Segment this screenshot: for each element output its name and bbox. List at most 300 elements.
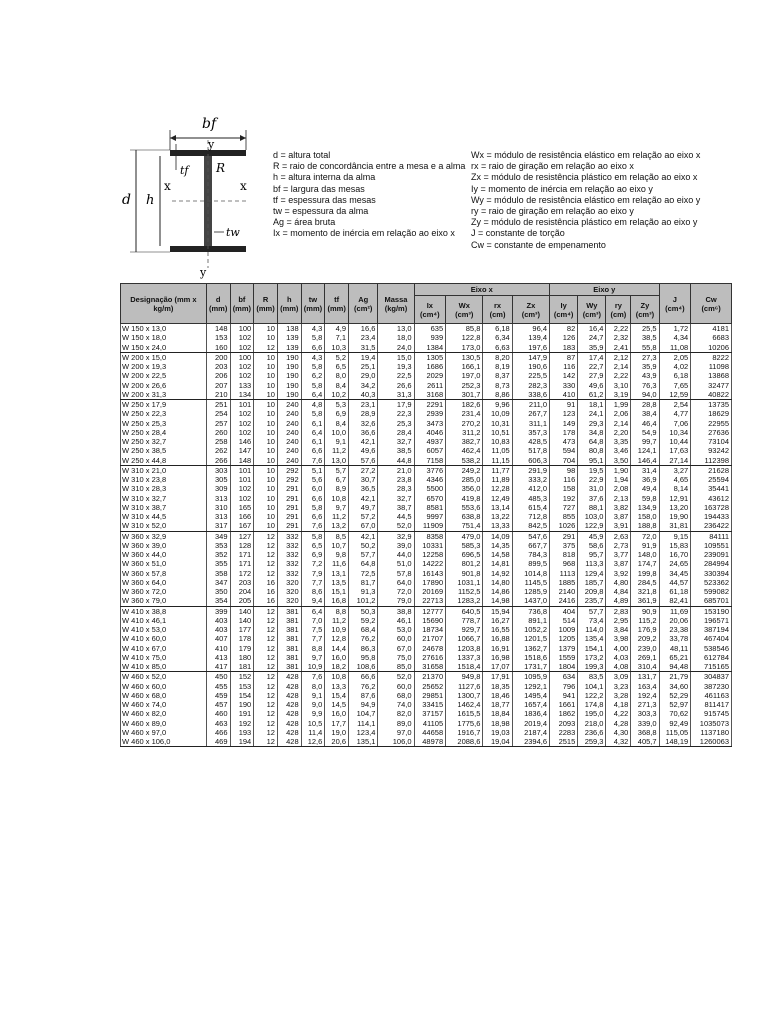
designation-cell: W 460 x 60,0: [121, 682, 207, 691]
table-cell: 1,90: [606, 465, 631, 475]
table-cell: 10: [254, 362, 278, 371]
table-cell: 8,37: [483, 371, 512, 380]
table-row: [121, 362, 732, 371]
table-cell: 128: [230, 541, 254, 550]
table-cell: 153190: [691, 606, 732, 616]
table-cell: 85,0: [378, 662, 414, 672]
table-cell: 5,2: [325, 352, 349, 362]
table-cell: 22955: [691, 419, 732, 428]
table-cell: 9,1: [325, 437, 349, 446]
table-cell: 37157: [414, 709, 446, 718]
table-cell: 101: [230, 465, 254, 475]
table-cell: 1495,4: [512, 691, 549, 700]
table-cell: 158: [550, 484, 578, 493]
table-cell: 2283: [550, 728, 578, 737]
designation-cell: W 410 x 46,1: [121, 616, 207, 625]
legend-item: d = altura total: [273, 150, 331, 160]
table-cell: 104,1: [578, 682, 606, 691]
table-cell: 3,98: [606, 634, 631, 643]
table-cell: 941: [550, 691, 578, 700]
table-cell: 8,0: [325, 371, 349, 380]
table-cell: 606,3: [512, 456, 549, 466]
table-cell: 4,84: [606, 587, 631, 596]
h-label: h: [146, 193, 155, 208]
table-cell: 23,4: [349, 333, 378, 342]
table-cell: 25,5: [631, 324, 659, 334]
table-cell: 6,6: [301, 494, 325, 503]
header-r: R (mm): [254, 284, 278, 324]
table-cell: 58,6: [578, 541, 606, 550]
table-cell: 87,6: [349, 691, 378, 700]
table-cell: 13868: [691, 371, 732, 380]
legend-item: Cw = constante de empenamento: [471, 239, 606, 250]
table-cell: 102: [230, 409, 254, 418]
table-cell: 82,0: [378, 709, 414, 718]
table-cell: 52,29: [659, 691, 691, 700]
table-cell: 18,2: [325, 662, 349, 672]
table-cell: 18,35: [483, 682, 512, 691]
table-cell: 2,08: [606, 484, 631, 493]
table-cell: 12: [254, 737, 278, 747]
table-cell: 59,8: [631, 494, 659, 503]
table-cell: 7,6: [301, 672, 325, 682]
table-cell: 33415: [414, 700, 446, 709]
table-cell: 57,6: [349, 456, 378, 466]
table-cell: 460: [206, 709, 230, 718]
table-cell: 4,18: [606, 700, 631, 709]
table-cell: 428: [277, 691, 301, 700]
table-cell: 929,7: [446, 625, 483, 634]
table-cell: 257: [206, 419, 230, 428]
table-cell: 10: [254, 409, 278, 418]
table-cell: 5500: [414, 484, 446, 493]
table-cell: 10: [254, 333, 278, 342]
table-cell: 751,4: [446, 521, 483, 531]
table-cell: 634: [550, 672, 578, 682]
table-cell: 11,77: [483, 465, 512, 475]
legend-item: rx = raio de giração em relação ao eixo x: [471, 161, 634, 172]
header-ix: Ix (cm⁴): [414, 296, 446, 324]
table-cell: 796: [550, 682, 578, 691]
table-cell: 38,4: [631, 409, 659, 418]
table-cell: 92,49: [659, 719, 691, 728]
table-cell: 12: [254, 672, 278, 682]
table-cell: 190: [230, 700, 254, 709]
table-cell: 16: [254, 587, 278, 596]
table-cell: 32,9: [378, 531, 414, 541]
table-cell: 165: [230, 503, 254, 512]
designation-cell: W 250 x 25,3: [121, 419, 207, 428]
table-cell: 192: [230, 719, 254, 728]
table-cell: 24,1: [578, 409, 606, 418]
table-cell: 2,14: [606, 419, 631, 428]
table-cell: 101: [230, 400, 254, 410]
table-cell: 10: [254, 512, 278, 521]
table-cell: 463: [206, 719, 230, 728]
table-cell: 473: [550, 437, 578, 446]
table-cell: 10,09: [483, 409, 512, 418]
table-cell: 64,8: [349, 559, 378, 568]
table-cell: 149: [550, 419, 578, 428]
table-cell: 22713: [414, 596, 446, 606]
table-cell: 49,6: [349, 446, 378, 455]
i-beam-section-diagram: [112, 100, 272, 280]
table-cell: 428,5: [512, 437, 549, 446]
table-cell: 240: [277, 446, 301, 455]
table-cell: 16,55: [483, 625, 512, 634]
table-cell: 85,8: [446, 324, 483, 334]
legend-right-column: [471, 150, 743, 251]
table-row: [121, 465, 732, 475]
table-cell: 60,0: [378, 634, 414, 643]
table-cell: 381: [277, 606, 301, 616]
table-cell: 81,7: [349, 578, 378, 587]
table-cell: 381: [277, 644, 301, 653]
table-cell: 29,0: [349, 371, 378, 380]
table-cell: 7,0: [301, 616, 325, 625]
table-cell: 203: [206, 362, 230, 371]
table-cell: 15,94: [483, 606, 512, 616]
table-cell: 26,6: [378, 381, 414, 390]
table-cell: 65,21: [659, 653, 691, 662]
table-cell: 547,6: [512, 531, 549, 541]
header-zy: Zy (cm³): [631, 296, 659, 324]
table-cell: 271,3: [631, 700, 659, 709]
designation-cell: W 310 x 21,0: [121, 465, 207, 475]
table-cell: 18,84: [483, 709, 512, 718]
designation-cell: W 460 x 52,0: [121, 672, 207, 682]
table-cell: 404: [550, 606, 578, 616]
table-cell: 8,6: [301, 587, 325, 596]
table-cell: 236,6: [578, 728, 606, 737]
table-cell: 8,8: [325, 606, 349, 616]
table-cell: 174,8: [578, 700, 606, 709]
table-cell: 36,6: [349, 428, 378, 437]
table-cell: 10206: [691, 343, 732, 353]
table-cell: 5,8: [301, 531, 325, 541]
table-cell: 25,3: [378, 419, 414, 428]
table-cell: 1862: [550, 709, 578, 718]
table-cell: 450: [206, 672, 230, 682]
table-cell: 2,32: [606, 333, 631, 342]
designation-cell: W 200 x 22,5: [121, 371, 207, 380]
table-cell: 109551: [691, 541, 732, 550]
table-cell: 20169: [414, 587, 446, 596]
table-cell: 3,91: [606, 521, 631, 531]
table-cell: 338,6: [512, 390, 549, 400]
table-cell: 347: [206, 578, 230, 587]
table-cell: 48978: [414, 737, 446, 747]
table-cell: 428: [277, 737, 301, 747]
table-cell: 4,3: [301, 324, 325, 334]
designation-cell: W 200 x 31,3: [121, 390, 207, 400]
table-cell: 1014,8: [512, 569, 549, 578]
table-cell: 10,2: [325, 390, 349, 400]
table-cell: 12,8: [325, 634, 349, 643]
r-label: R: [216, 161, 226, 175]
table-row: [121, 400, 732, 410]
table-cell: 4,00: [606, 644, 631, 653]
table-cell: 57,8: [378, 569, 414, 578]
table-cell: 131,7: [631, 672, 659, 682]
table-cell: 3776: [414, 465, 446, 475]
table-cell: 11,6: [325, 559, 349, 568]
table-cell: 102: [230, 333, 254, 342]
table-cell: 2,06: [606, 409, 631, 418]
table-cell: 28,3: [378, 484, 414, 493]
table-cell: 27616: [414, 653, 446, 662]
table-cell: 51,0: [378, 559, 414, 568]
table-cell: 154: [230, 691, 254, 700]
table-cell: 842,5: [512, 521, 549, 531]
table-cell: 291: [550, 531, 578, 541]
table-cell: 55,8: [631, 343, 659, 353]
table-cell: 6,63: [483, 343, 512, 353]
table-cell: 3168: [414, 390, 446, 400]
table-cell: 146,4: [631, 456, 659, 466]
table-cell: 87: [550, 352, 578, 362]
table-cell: 466: [206, 728, 230, 737]
table-row: [121, 494, 732, 503]
table-cell: 10: [254, 371, 278, 380]
table-cell: 1337,3: [446, 653, 483, 662]
table-cell: 330394: [691, 569, 732, 578]
table-cell: 252,3: [446, 381, 483, 390]
table-cell: 10: [254, 428, 278, 437]
table-cell: 10,9: [301, 662, 325, 672]
legend-item: Wy = módulo de resistência elástico em relação ao eixo y: [471, 194, 701, 205]
table-cell: 6,4: [301, 390, 325, 400]
table-cell: 68,4: [349, 625, 378, 634]
header-h: h (mm): [277, 284, 301, 324]
table-cell: 6,7: [325, 475, 349, 484]
table-cell: 2,41: [606, 343, 631, 353]
tw-label: tw: [226, 226, 240, 239]
table-cell: 8,73: [483, 381, 512, 390]
table-cell: 14,09: [483, 531, 512, 541]
table-cell: 4,9: [325, 324, 349, 334]
table-cell: 48,11: [659, 644, 691, 653]
table-row: [121, 381, 732, 390]
table-cell: 95,7: [578, 550, 606, 559]
table-cell: 3,82: [606, 503, 631, 512]
table-cell: 1615,5: [446, 709, 483, 718]
designation-cell: W 310 x 44,5: [121, 512, 207, 521]
table-cell: 31,5: [349, 343, 378, 353]
table-cell: 38,5: [631, 333, 659, 342]
header-wx: Wx (cm³): [446, 296, 483, 324]
table-row: [121, 541, 732, 550]
table-cell: 240: [277, 409, 301, 418]
table-cell: 122,2: [578, 691, 606, 700]
table-cell: 8358: [414, 531, 446, 541]
table-cell: 18,98: [483, 719, 512, 728]
table-cell: 21628: [691, 465, 732, 475]
table-cell: 29851: [414, 691, 446, 700]
table-cell: 10,31: [483, 419, 512, 428]
table-cell: 94,48: [659, 662, 691, 672]
table-cell: 1686: [414, 362, 446, 371]
table-cell: 467404: [691, 634, 732, 643]
table-cell: 130,5: [446, 352, 483, 362]
table-cell: 102: [230, 362, 254, 371]
table-cell: 10: [254, 419, 278, 428]
table-cell: 12: [254, 559, 278, 568]
designation-cell: W 410 x 85,0: [121, 662, 207, 672]
table-cell: 469: [206, 737, 230, 747]
table-cell: 73,4: [578, 616, 606, 625]
table-cell: 13,14: [483, 503, 512, 512]
table-cell: 12: [254, 550, 278, 559]
table-cell: 12777: [414, 606, 446, 616]
table-row: [121, 625, 732, 634]
table-cell: 59,2: [349, 616, 378, 625]
table-cell: 428: [277, 672, 301, 682]
table-cell: 32,7: [378, 494, 414, 503]
table-cell: 310: [206, 503, 230, 512]
table-cell: 148,0: [631, 550, 659, 559]
table-cell: 16,4: [578, 324, 606, 334]
designation-cell: W 250 x 22,3: [121, 409, 207, 418]
table-cell: 635: [414, 324, 446, 334]
table-cell: 3,77: [606, 550, 631, 559]
table-cell: 10: [254, 465, 278, 475]
table-cell: 685701: [691, 596, 732, 606]
table-cell: 361,9: [631, 596, 659, 606]
table-row: [121, 691, 732, 700]
table-cell: 313: [206, 494, 230, 503]
designation-cell: W 310 x 28,3: [121, 484, 207, 493]
table-cell: 203: [230, 578, 254, 587]
table-cell: 12: [254, 728, 278, 737]
table-cell: 138: [277, 324, 301, 334]
table-cell: 231,4: [446, 409, 483, 418]
table-row: [121, 728, 732, 737]
table-cell: 11,05: [483, 446, 512, 455]
table-cell: 354: [206, 596, 230, 606]
legend-item: tf = espessura das mesas: [273, 194, 376, 205]
table-cell: 8,9: [325, 484, 349, 493]
table-cell: 25594: [691, 475, 732, 484]
table-cell: 1152,5: [446, 587, 483, 596]
table-cell: 32,7: [378, 437, 414, 446]
table-cell: 3,87: [606, 512, 631, 521]
table-cell: 116: [550, 362, 578, 371]
table-cell: 4,89: [606, 596, 631, 606]
table-cell: 8,86: [483, 390, 512, 400]
table-cell: 239,0: [631, 644, 659, 653]
table-cell: 13,0: [378, 324, 414, 334]
table-cell: 485,3: [512, 494, 549, 503]
designation-cell: W 460 x 106,0: [121, 737, 207, 747]
table-cell: 538546: [691, 644, 732, 653]
table-cell: 10,7: [325, 541, 349, 550]
table-cell: 171: [230, 550, 254, 559]
table-cell: 13,0: [325, 456, 349, 466]
table-cell: 19,90: [659, 512, 691, 521]
table-cell: 190,6: [512, 362, 549, 371]
table-row: [121, 719, 732, 728]
table-row: [121, 437, 732, 446]
table-cell: 30,7: [349, 475, 378, 484]
table-cell: 18629: [691, 409, 732, 418]
table-cell: 24,65: [659, 559, 691, 568]
table-cell: 89,0: [378, 719, 414, 728]
table-cell: 727: [550, 503, 578, 512]
table-cell: 22,3: [378, 409, 414, 418]
table-cell: 25,1: [349, 362, 378, 371]
table-cell: 12258: [414, 550, 446, 559]
table-cell: 236422: [691, 521, 732, 531]
table-cell: 178: [230, 634, 254, 643]
table-cell: 968: [550, 559, 578, 568]
table-cell: 667,7: [512, 541, 549, 550]
table-cell: 16,8: [325, 596, 349, 606]
table-cell: 356,0: [446, 484, 483, 493]
table-cell: 114,1: [349, 719, 378, 728]
table-cell: 66,6: [349, 672, 378, 682]
table-cell: 317: [206, 521, 230, 531]
header-tf: tf (mm): [325, 284, 349, 324]
table-cell: 72,0: [378, 587, 414, 596]
table-cell: 7158: [414, 456, 446, 466]
table-cell: 1066,7: [446, 634, 483, 643]
table-cell: 100: [230, 324, 254, 334]
table-cell: 22,9: [578, 475, 606, 484]
table-cell: 102: [230, 371, 254, 380]
table-cell: 1095,9: [512, 672, 549, 682]
designation-cell: W 410 x 53,0: [121, 625, 207, 634]
table-cell: 254: [206, 409, 230, 418]
table-cell: 6570: [414, 494, 446, 503]
table-cell: 199,3: [578, 662, 606, 672]
table-cell: 292: [277, 465, 301, 475]
table-cell: 17890: [414, 578, 446, 587]
table-cell: 127: [230, 531, 254, 541]
table-cell: 102: [230, 343, 254, 353]
table-cell: 44,57: [659, 578, 691, 587]
table-cell: 16,0: [325, 709, 349, 718]
designation-cell: W 250 x 44,8: [121, 456, 207, 466]
table-cell: 35,9: [631, 362, 659, 371]
table-row: [121, 653, 732, 662]
table-cell: 10: [254, 494, 278, 503]
table-cell: 333,2: [512, 475, 549, 484]
table-cell: 1145,5: [512, 578, 549, 587]
table-cell: 6,6: [301, 446, 325, 455]
table-row: [121, 662, 732, 672]
table-cell: 123: [550, 409, 578, 418]
table-cell: 12: [254, 719, 278, 728]
table-cell: 124,1: [631, 446, 659, 455]
legend-item: Iy = momento de inércia em relação ao eixo y: [471, 183, 653, 194]
table-cell: 2,83: [606, 606, 631, 616]
y-axis-label-bottom: y: [200, 266, 207, 279]
table-cell: 32,6: [349, 419, 378, 428]
table-cell: 194433: [691, 512, 732, 521]
table-row: [121, 531, 732, 541]
table-cell: 399: [206, 606, 230, 616]
table-cell: 225,5: [512, 371, 549, 380]
table-cell: 60,0: [378, 682, 414, 691]
table-cell: 10: [254, 484, 278, 493]
table-cell: 2291: [414, 400, 446, 410]
table-cell: 195,0: [578, 709, 606, 718]
table-cell: 42,1: [349, 494, 378, 503]
table-cell: 28,8: [631, 400, 659, 410]
table-cell: 638,8: [446, 512, 483, 521]
table-row: [121, 324, 732, 334]
